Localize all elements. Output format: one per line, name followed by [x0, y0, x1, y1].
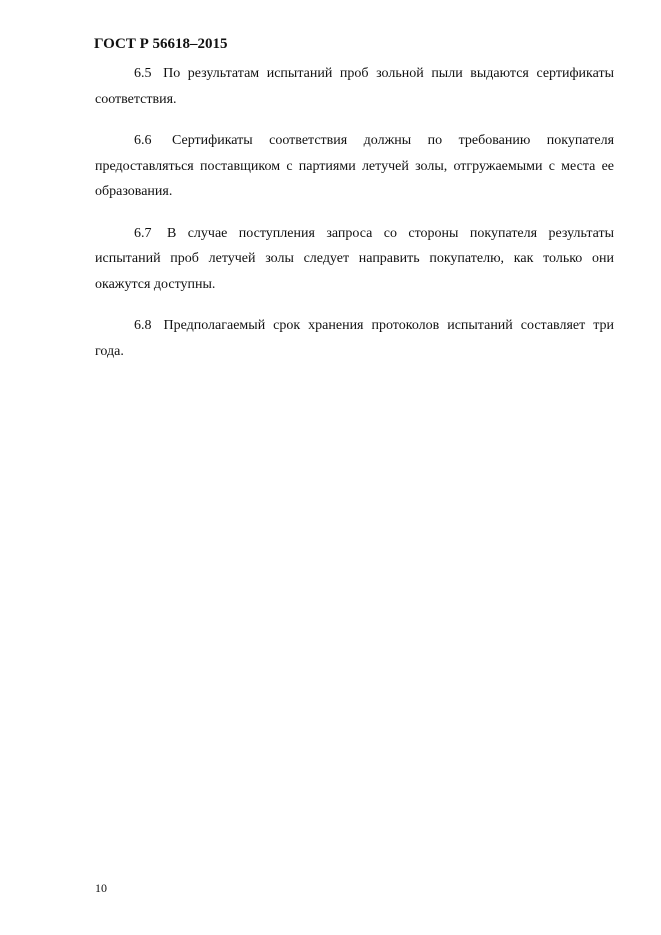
paragraph-6-8: [95, 313, 614, 364]
page-number: 10: [95, 881, 107, 895]
paragraph-text: Сертификаты соответствия должны по требованию покупателя предоставляться поставщиком с партиями летучей золы, отгружаемыми с места ее образования.: [95, 133, 615, 199]
paragraph-6-7: [95, 221, 614, 298]
paragraph-number: 6.6: [134, 133, 152, 148]
paragraph-6-6: [95, 128, 614, 205]
paragraph-text: Предполагаемый срок хранения протоколов испытаний составляет три года.: [95, 318, 614, 359]
paragraph-6-5: [95, 61, 614, 112]
document-body: [95, 61, 614, 380]
paragraph-number: 6.5: [134, 66, 152, 81]
paragraph-number: 6.8: [134, 318, 152, 333]
paragraph-text: В случае поступления запроса со стороны покупателя результаты испытаний проб летучей золы следует направить покупателю, как только они окажутся доступны.: [95, 225, 615, 292]
document-header: ГОСТ Р 56618–2015: [94, 36, 228, 52]
paragraph-number: 6.7: [134, 225, 152, 241]
paragraph-text: По результатам испытаний проб зольной пыли выдаются сертификаты соответствия.: [95, 66, 614, 107]
